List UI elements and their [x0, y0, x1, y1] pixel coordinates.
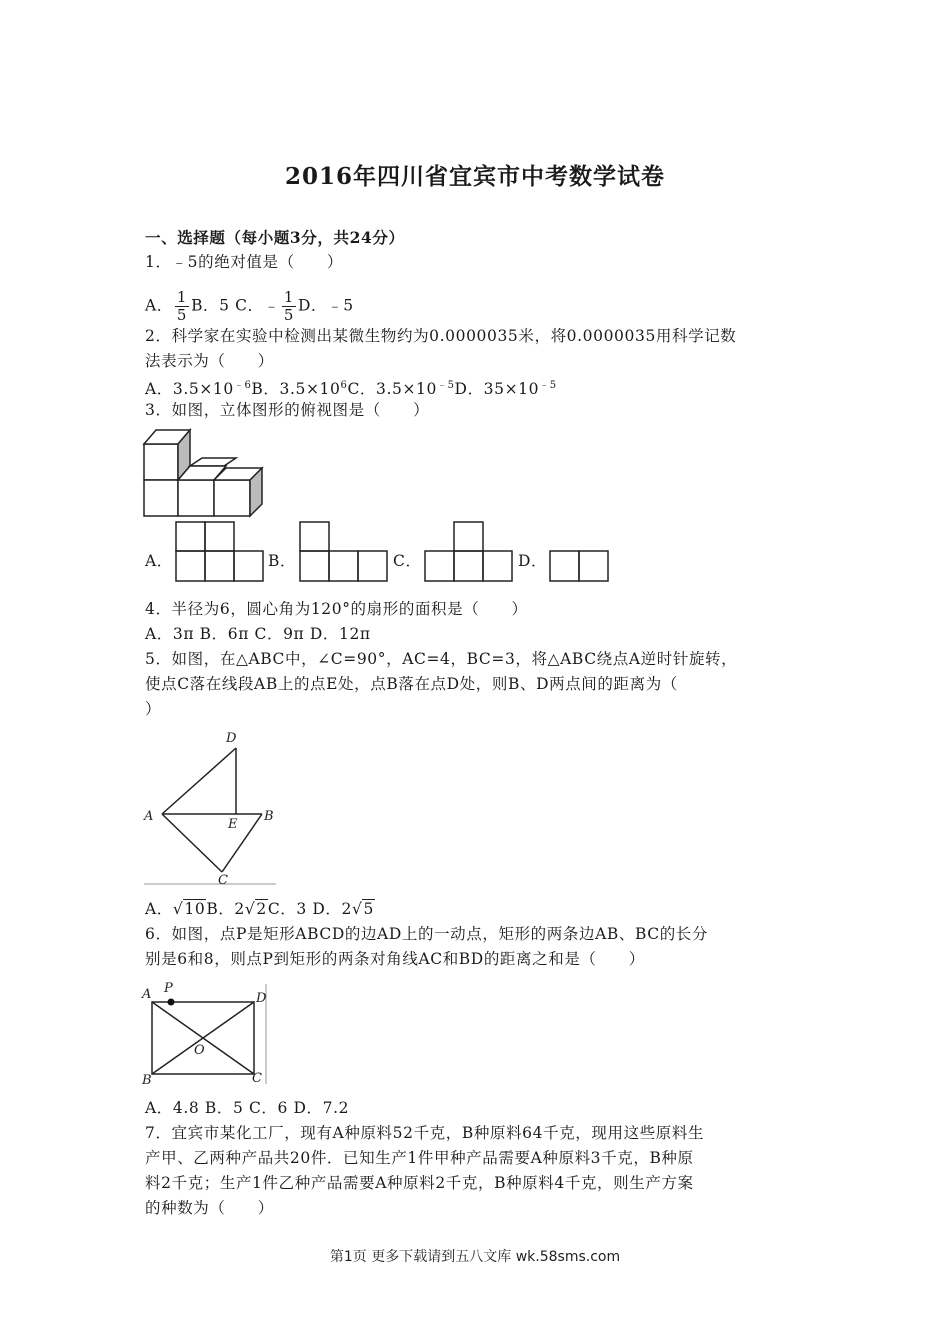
q7-line3: 料2千克；生产1件乙种产品需要A种原料2千克，B种原料4千克，则生产方案 — [145, 1174, 694, 1192]
frac-den: 5 — [283, 306, 294, 324]
q5-triangle-figure — [140, 726, 280, 888]
q5-option-c-d: C．3 D．2 — [267, 900, 352, 918]
page-footer: 第1页 更多下载请到五八文库 wk.58sms.com — [329, 1249, 621, 1265]
q6-options: A．4.8 B．5 C．6 D．7.2 — [145, 1099, 350, 1117]
frac-num: 1 — [176, 288, 188, 306]
q6-label-d: D — [256, 991, 267, 1006]
q3-option-a-label: A． — [145, 552, 173, 570]
q2-b-exponent: 6 — [340, 380, 348, 391]
q6-point-p — [168, 999, 175, 1006]
q3-stem: 3．如图，立体图形的俯视图是（ ） — [145, 401, 430, 419]
q5-sqrt-a: √10 — [172, 900, 206, 918]
q1-fraction-a — [175, 289, 189, 324]
q5-sqrt-d: √5 — [351, 900, 374, 918]
q2-option-d: D．35×10 — [454, 380, 540, 398]
q2-options — [145, 376, 557, 399]
q2-c-exponent: ﹣5 — [436, 380, 455, 391]
q3-option-d-label: D． — [518, 552, 548, 570]
q5-line2: 使点C落在线段AB上的点E处，点B落在点D处，则B、D两点间的距离为（ — [145, 675, 678, 693]
q4-stem: 4．半径为6，圆心角为120°的扇形的面积是（ ） — [145, 600, 528, 618]
q6-label-a: A — [142, 987, 152, 1002]
q5-sqrt-b: √2 — [244, 900, 267, 918]
q1-option-a-label: A． — [145, 296, 173, 315]
q5-line3: ） — [145, 700, 162, 718]
q2-d-exponent: ﹣5 — [539, 380, 557, 391]
q1-option-d: D．﹣5 — [297, 296, 354, 315]
q5-line1: 5．如图，在△ABC中，∠C=90°，AC=4，BC=3，将△ABC绕点A逆时针旋转， — [145, 650, 738, 668]
q3-option-d-figure — [549, 550, 611, 583]
q1-stem: 1．﹣5的绝对值是（ ） — [145, 253, 344, 271]
q6-line1: 6．如图，点P是矩形ABCD的边AD上的一动点，矩形的两条边AB、BC的长分 — [145, 925, 708, 943]
q3-option-c-figure — [424, 521, 514, 583]
frac-den: 5 — [176, 306, 188, 324]
radicand: 10 — [184, 900, 206, 918]
q5-options — [145, 899, 375, 919]
q1-options — [145, 289, 354, 324]
q1-option-b: B．5 C．﹣ — [191, 296, 280, 315]
q3-option-c-label: C． — [393, 552, 422, 570]
q2-option-a: A．3.5×10 — [145, 380, 234, 398]
q5-label-b: B — [264, 809, 274, 824]
q2-line1: 2．科学家在实验中检测出某微生物约为0.0000035米，将0.0000035用科学记数 — [145, 327, 737, 345]
q2-option-c: C．3.5×10 — [347, 380, 437, 398]
q6-line2: 别是6和8，则点P到矩形的两条对角线AC和BD的距离之和是（ ） — [145, 950, 645, 968]
q5-option-b: B．2 — [206, 900, 245, 918]
q7-line2: 产甲、乙两种产品共20件．已知生产1件甲种产品需要A种原料3千克，B种原 — [145, 1149, 694, 1167]
q6-label-c: C — [252, 1071, 262, 1086]
q5-label-a: A — [144, 809, 154, 824]
q7-line1: 7．宜宾市某化工厂，现有A种原料52千克，B种原料64千克，现用这些原料生 — [145, 1124, 705, 1142]
q6-label-o: O — [194, 1043, 205, 1058]
q2-option-b: B．3.5×10 — [251, 380, 341, 398]
q3-option-a-figure — [175, 521, 265, 583]
q3-option-b-figure — [299, 521, 389, 583]
radicand: 2 — [256, 900, 267, 918]
q5-label-e: E — [228, 817, 238, 832]
page-title: 2016年四川省宜宾市中考数学试卷 — [284, 163, 665, 190]
section-heading: 一、选择题（每小题3分，共24分） — [145, 228, 405, 247]
q5-label-c: C — [218, 873, 228, 888]
q2-a-exponent: ﹣6 — [233, 380, 252, 391]
q2-line2: 法表示为（ ） — [145, 352, 274, 370]
q5-label-d: D — [226, 731, 237, 746]
frac-num: 1 — [283, 288, 294, 306]
q7-line4: 的种数为（ ） — [145, 1199, 274, 1217]
q6-label-b: B — [142, 1073, 152, 1088]
radicand: 5 — [363, 900, 374, 918]
q5-option-a: A． — [145, 900, 173, 918]
q3-solid-figure — [142, 428, 268, 520]
q6-label-p: P — [164, 981, 173, 996]
q1-fraction-c — [282, 289, 296, 324]
q4-options: A．3π B．6π C．9π D．12π — [145, 625, 371, 643]
q6-rectangle-figure — [140, 980, 270, 1088]
q3-option-b-label: B． — [268, 552, 297, 570]
